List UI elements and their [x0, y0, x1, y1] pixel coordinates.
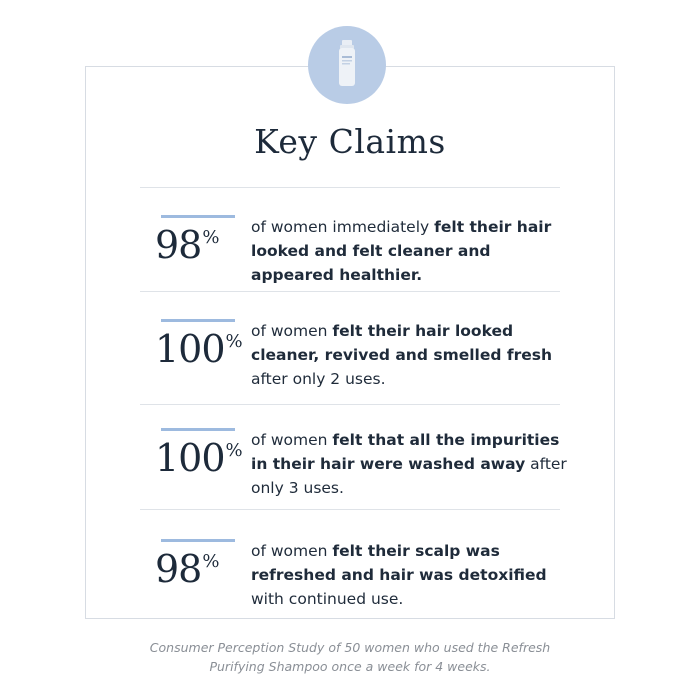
study-footnote: [0, 638, 700, 676]
claim-text-regular: with continued use.: [251, 590, 404, 608]
stat-value: 98%: [155, 547, 219, 591]
footnote-line: Purifying Shampoo once a week for 4 weeks.: [209, 659, 491, 674]
stat-accent-bar: [161, 319, 235, 322]
page-title: Key Claims: [254, 122, 446, 161]
claim-text-regular: after only 3 uses.: [251, 455, 567, 497]
claim-text: [251, 215, 571, 287]
stat-value: 100%: [155, 436, 242, 480]
footnote-line: Consumer Perception Study of 50 women who used the Refresh: [149, 640, 551, 655]
claim-text-bold: felt that all the impurities in their hair were washed away: [251, 431, 560, 473]
claim-text-regular: of women immediately: [251, 218, 435, 236]
claim-text: [251, 319, 571, 391]
claim-item: [155, 319, 565, 409]
claim-item: [155, 539, 565, 629]
claim-text-regular: of women: [251, 542, 333, 560]
shampoo-bottle-icon: [308, 26, 386, 104]
stat-accent-bar: [161, 215, 235, 218]
divider: [140, 187, 560, 188]
stat-value: 98%: [155, 223, 219, 267]
claim-text-bold: felt their hair looked cleaner, revived and smelled fresh: [251, 322, 553, 364]
claim-text-regular: after only 2 uses.: [251, 370, 386, 388]
claim-text: [251, 428, 571, 500]
claim-text-regular: of women: [251, 322, 333, 340]
claim-item: [155, 215, 565, 305]
stat-value: 100%: [155, 327, 242, 371]
claim-text-bold: felt their hair looked and felt cleaner and appeared healthier.: [251, 218, 552, 284]
claim-item: [155, 428, 565, 518]
stat-accent-bar: [161, 428, 235, 431]
claim-text-bold: felt their scalp was refreshed and hair was detoxified: [251, 542, 547, 584]
product-badge: [308, 26, 386, 104]
claim-text-regular: of women: [251, 431, 333, 449]
claim-text: [251, 539, 571, 611]
stat-accent-bar: [161, 539, 235, 542]
